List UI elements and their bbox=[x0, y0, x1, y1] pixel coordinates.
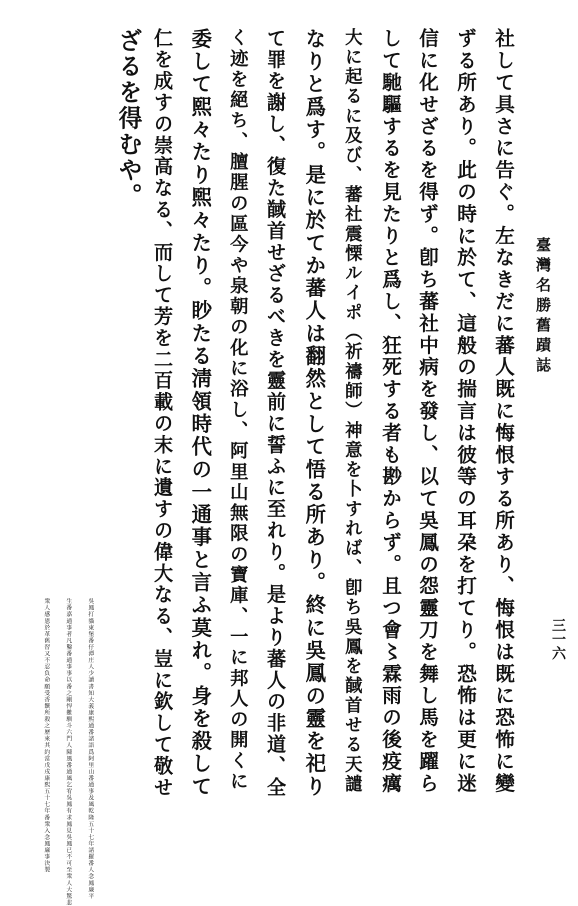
body-column: 社して具さに告ぐ。左なきだに蕃人既に悔恨する所あり、悔恨は既に恐怖に變 bbox=[491, 28, 515, 795]
body-column: 信に化せざるを得ず。卽ち蕃社中病を發し、以て吳鳳の怨靈刀を舞し馬を躍ら bbox=[415, 28, 439, 795]
body-column: ざるを得むや。 bbox=[114, 28, 143, 210]
footnote-column: 吳鳳打貓東堡番仔潭庄人少讀書知大義康熙通番諸語爲阿里山番通事及風乾隆五十七年諸羅番人念鳳廉平 bbox=[86, 598, 93, 900]
body-column: 委して熙々たり煕々たり。眇たる淸領時代の一通事と言ふ莫れ。身を殺して bbox=[188, 28, 213, 799]
footnote-column: 衆人感恩於革舊習又不忍負命願受香饌所殺之歷來其約當戊戌康熙五十七年番衆入念鳳廉事決製 bbox=[42, 598, 49, 874]
footnote-column: 生番嘉通事者凡鑿番通事事以番之剛悍難馴斗六門人陳風番通風乞宥吳鳳有求鳳見吳鳳已不可至衆人大驚悲 bbox=[64, 598, 71, 906]
body-column: 大に起るに及び、蕃社震慄ルイポ（祈禱師）神意を卜すれば、卽ち吳鳳を馘首せる天譴 bbox=[341, 28, 362, 795]
body-column: て罪を謝し、復た馘首せざるべきを靈前に誓ふに至れり。是より蕃人の非道、全 bbox=[264, 28, 288, 799]
page-number: 三一六 bbox=[550, 618, 566, 660]
body-column: く迹を絕ち、膻腥の區今や泉朝の化に浴し、阿里山無限の寶庫、一に邦人の開くに bbox=[227, 28, 249, 793]
body-column: ずる所あり。此の時に於て、這般の揣言は彼等の耳朶を打てり。恐怖は更に迷 bbox=[453, 28, 477, 795]
body-column: して馳驅するを見たりと爲し、狂死する者も尠からず。且つ會〻霖雨の後疫癘 bbox=[378, 28, 402, 795]
running-header: 臺灣名勝舊蹟誌 bbox=[534, 237, 552, 377]
body-column: なりと爲す。是に於てか蕃人は翻然として悟る所あり。終に吳鳳の靈を祀り bbox=[302, 28, 327, 799]
body-column: 仁を成すの崇高なる、而して芳を二百載の末に遺すの偉大なる、豈に欽して敬せ bbox=[151, 28, 175, 799]
